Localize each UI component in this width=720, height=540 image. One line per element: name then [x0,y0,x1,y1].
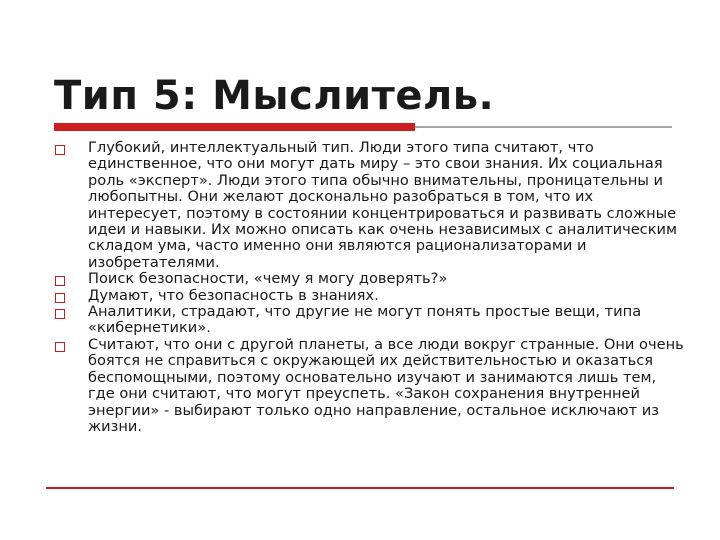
title-underline-rule [415,126,672,128]
title-underline-accent [54,123,415,131]
hollow-square-bullet-icon [55,309,65,319]
bullet-list [52,140,684,435]
bullet-text: Глубокий, интеллектуальный тип. Люди этого типа считают, что единственное, что они могут дать миру – это свои знания. Их социальная роль «эксперт». Люди этого типа обычно внимательны, проницательны и любопытны. Они желают досконально разобраться в том, что их интересует, поэтому в состоянии концентрироваться и развивать сложные идеи и навыки. Их можно описать как очень независимых с аналитическим складом ума, часто именно они являются рационализаторами и изобретателями. [88,139,678,271]
bullet-item [52,337,684,435]
bullet-item [52,304,684,337]
slide-title: Тип 5: Мыслитель. [54,73,495,119]
footer-rule [46,487,674,489]
hollow-square-bullet-icon [55,342,65,352]
bullet-item [52,288,684,304]
hollow-square-bullet-icon [55,145,65,155]
bullet-text: Аналитики, страдают, что другие не могут понять простые вещи, типа «кибернетики». [88,303,642,337]
bullet-text: Поиск безопасности, «чему я могу доверять?» [88,270,448,288]
hollow-square-bullet-icon [55,276,65,286]
bullet-item [52,271,684,287]
bullet-item [52,140,684,271]
bullet-text: Думают, что безопасность в знаниях. [88,286,379,304]
hollow-square-bullet-icon [55,293,65,303]
bullet-text: Считают, что они с другой планеты, а все люди вокруг странные. Они очень боятся не справиться с окружающей их действительностью и оказаться беспомощными, поэтому основательно изучают и занимаются лишь тем, где они считают, что могут преуспеть. «Закон сохранения внутренней энергии» - выбирают только одно направление, остальное исключают из жизни. [88,335,684,435]
